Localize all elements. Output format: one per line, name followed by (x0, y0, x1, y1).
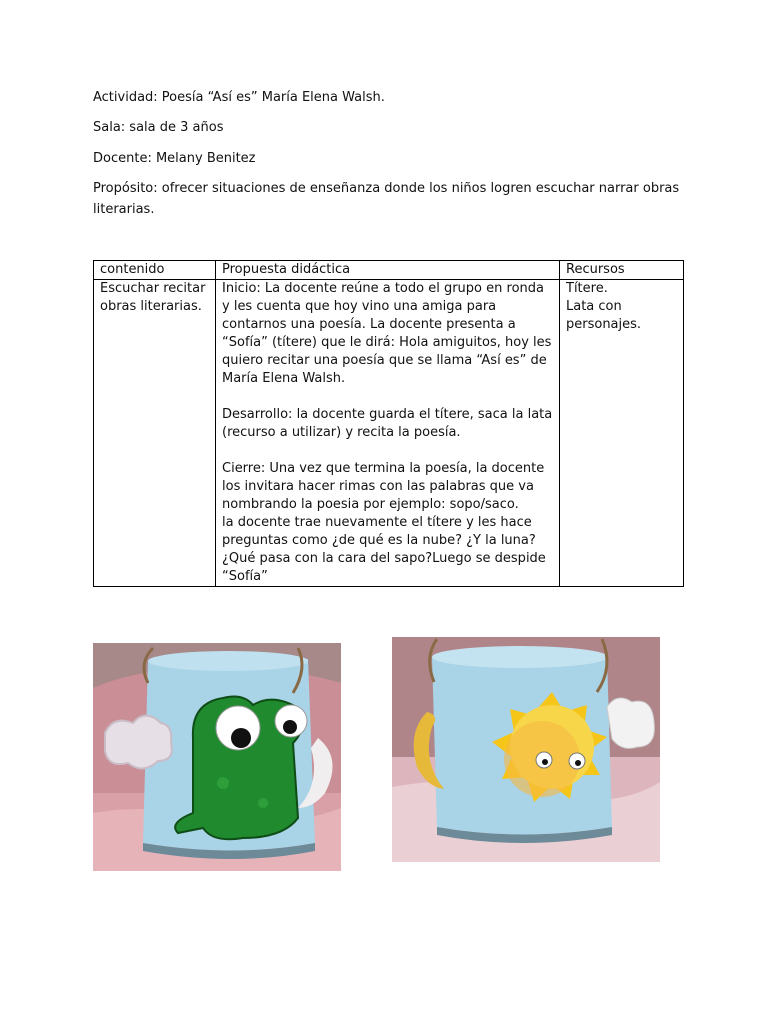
recurso-lata: Lata con personajes. (566, 299, 642, 332)
propuesta-cierre-2: la docente trae nuevamente el títere y les hace preguntas como ¿de qué es la nube? ¿Y la luna? ¿Qué pasa con la cara del sapo?Luego se despide “Sofía” (222, 515, 546, 584)
photo-sun-can (392, 637, 660, 862)
cell-contenido: Escuchar recitar obras literarias. (94, 280, 216, 587)
table-header-row (94, 261, 684, 280)
lesson-plan-table (93, 260, 684, 587)
cell-recursos (560, 280, 684, 587)
header-propuesta: Propuesta didáctica (216, 261, 560, 280)
frog-can-image (93, 643, 341, 871)
photo-frog-can (93, 643, 341, 871)
header-recursos: Recursos (560, 261, 684, 280)
propuesta-desarrollo: Desarrollo: la docente guarda el títere, saca la lata (recurso a utilizar) y recita la poesía. (222, 407, 553, 440)
cell-propuesta (216, 280, 560, 587)
header-contenido: contenido (94, 261, 216, 280)
recurso-titere: Títere. (566, 281, 608, 296)
propuesta-cierre: Cierre: Una vez que termina la poesía, la docente los invitara hacer rimas con las palabras que va nombrando la poesia por ejemplo: sopo/saco. (222, 461, 545, 512)
table-row (94, 280, 684, 587)
sala-line: Sala: sala de 3 años (93, 120, 224, 135)
propuesta-inicio: Inicio: La docente reúne a todo el grupo en ronda y les cuenta que hoy vino una amiga para contarnos una poesía. La docente presenta a “Sofía” (títere) que le dirá: Hola amiguitos, hoy les quiero recitar una poesía que se llama “Así es” de María Elena Walsh. (222, 281, 552, 386)
proposito-line: Propósito: ofrecer situaciones de enseñanza donde los niños logren escuchar narrar obras literarias. (93, 181, 680, 217)
sun-can-image (392, 637, 660, 862)
activity-line: Actividad: Poesía “Así es” María Elena Walsh. (93, 90, 385, 105)
docente-line: Docente: Melany Benitez (93, 151, 256, 166)
